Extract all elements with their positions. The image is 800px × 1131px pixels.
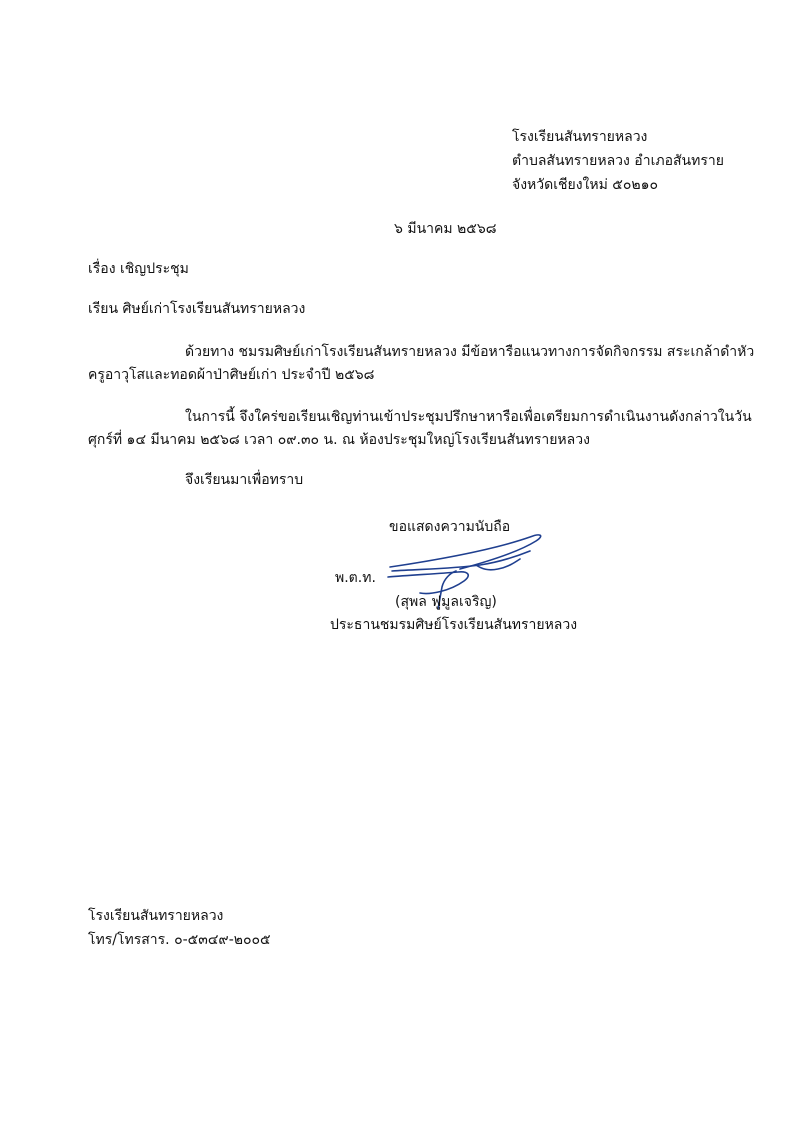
paragraph-1-line-1: ด้วยทาง ชมรมศิษย์เก่าโรงเรียนสันทรายหลวง มีข้อหารือแนวทางการจัดกิจกรรม สระเกล้าดำหัว bbox=[185, 344, 755, 360]
signer-name: (สุพล ฟูมูลเจริญ) bbox=[395, 594, 497, 610]
footer-org: โรงเรียนสันทรายหลวง bbox=[88, 908, 224, 924]
sender-line-1: โรงเรียนสันทรายหลวง bbox=[512, 129, 648, 145]
paragraph-1-line-2: ครูอาวุโสและทอดผ้าป่าศิษย์เก่า ประจำปี ๒๕๖๘ bbox=[88, 367, 375, 383]
paragraph-2-line-1: ในการนี้ จึงใคร่ขอเรียนเชิญท่านเข้าประชุมปรึกษาหารือเพื่อเตรียมการดำเนินงานดังกล่าวในวัน bbox=[185, 409, 752, 425]
footer-phone: โทร/โทรสาร. ๐-๕๓๔๙-๒๐๐๕ bbox=[88, 932, 271, 948]
sender-line-2: ตำบลสันทรายหลวง อำเภอสันทราย bbox=[512, 153, 724, 169]
paragraph-2-line-2: ศุกร์ที่ ๑๔ มีนาคม ๒๕๖๘ เวลา ๐๙.๓๐ น. ณ ห้องประชุมใหญ่โรงเรียนสันทรายหลวง bbox=[88, 432, 590, 448]
signer-title: ประธานชมรมศิษย์โรงเรียนสันทรายหลวง bbox=[330, 617, 578, 633]
regards-text: ขอแสดงความนับถือ bbox=[389, 519, 511, 535]
letter-greeting: เรียน ศิษย์เก่าโรงเรียนสันทรายหลวง bbox=[88, 301, 306, 317]
letter-subject: เรื่อง เชิญประชุม bbox=[88, 261, 189, 277]
letter-date: ๖ มีนาคม ๒๕๖๘ bbox=[394, 221, 497, 237]
signer-rank: พ.ต.ท. bbox=[335, 570, 376, 586]
closing-line: จึงเรียนมาเพื่อทราบ bbox=[185, 472, 304, 488]
sender-line-3: จังหวัดเชียงใหม่ ๕๐๒๑๐ bbox=[512, 177, 659, 193]
